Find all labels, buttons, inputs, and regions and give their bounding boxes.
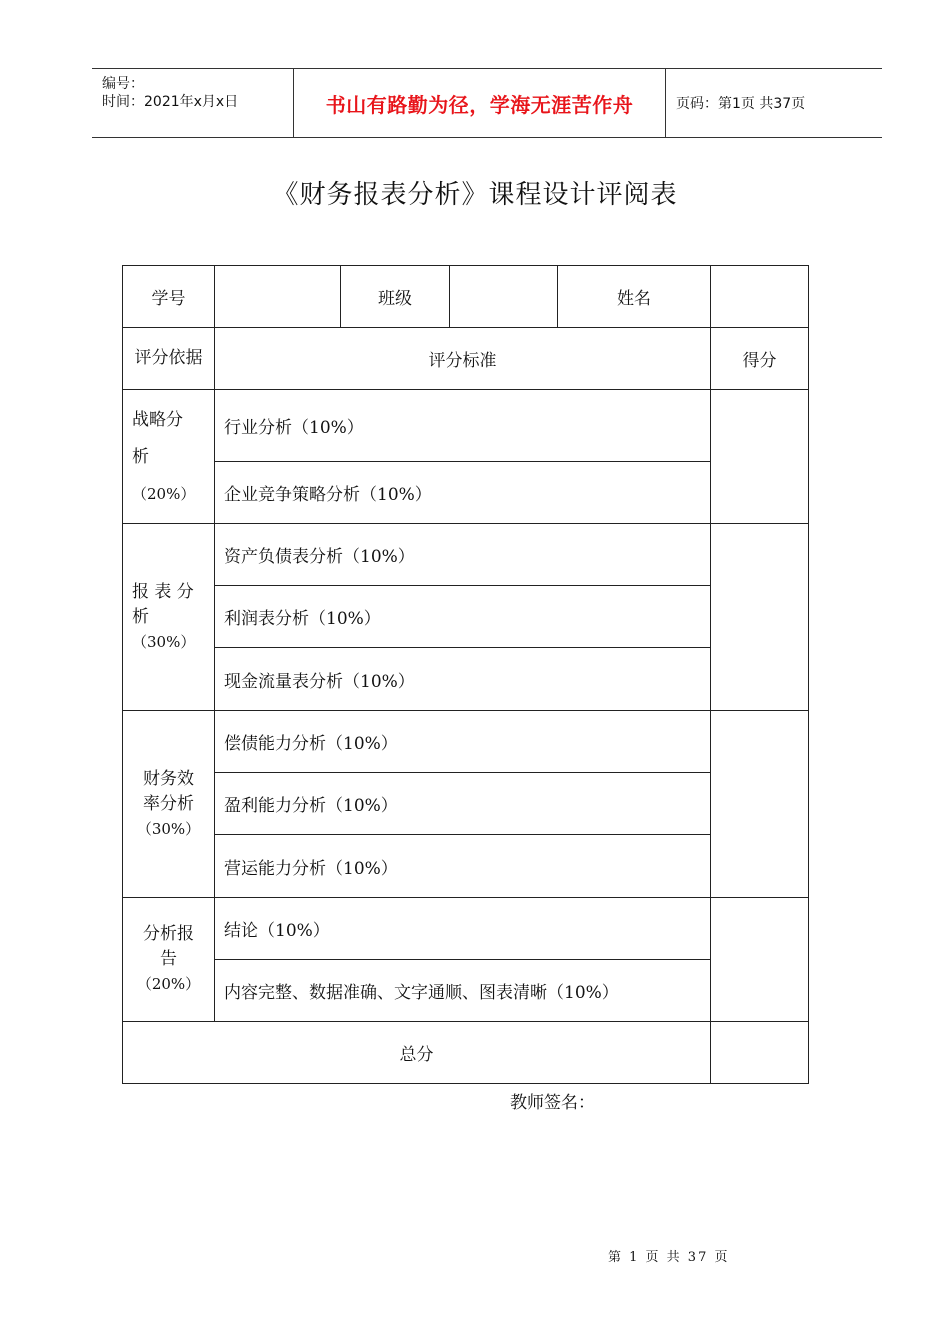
score-header: 得分 (711, 328, 809, 390)
student-id-label: 学号 (123, 266, 215, 328)
table-row (123, 390, 809, 462)
category-weight: （20%） (136, 975, 201, 993)
basis-header-text: 评分依据 (134, 348, 203, 368)
criteria-item: 资产负债表分析（10%） (215, 524, 711, 586)
time-label: 时间：2021年x月x日 (102, 94, 239, 110)
total-score-cell[interactable] (711, 1022, 809, 1084)
table-row (123, 648, 809, 711)
category-name-line1: 分析报 (143, 924, 194, 944)
criteria-item: 利润表分析（10%） (215, 586, 711, 648)
header-motto-cell (293, 69, 666, 137)
criteria-item: 盈利能力分析（10%） (215, 773, 711, 835)
category-name-line1: 财务效 (143, 768, 194, 789)
page-title: 《财务报表分析》课程设计评阅表 (272, 180, 678, 210)
basis-header (123, 328, 215, 390)
criteria-item: 偿债能力分析（10%） (215, 711, 711, 773)
table-row (123, 773, 809, 835)
header-motto: 书山有路勤为径，学海无涯苦作舟 (325, 92, 634, 117)
criteria-item: 内容完整、数据准确、文字通顺、图表清晰（10%） (215, 960, 711, 1022)
student-info-row (123, 266, 809, 328)
page-footer: 第 1 页 共 37 页 (608, 1250, 730, 1265)
category-strategy (123, 390, 215, 524)
document-header (92, 68, 882, 138)
category-name-line2: 析 (132, 447, 149, 467)
category-name-line1: 战略分 (132, 410, 183, 430)
category-weight: （30%） (132, 632, 196, 651)
category-efficiency (123, 711, 215, 898)
score-cell[interactable] (711, 711, 809, 898)
table-row (123, 586, 809, 648)
criteria-item: 结论（10%） (215, 898, 711, 960)
table-row (123, 960, 809, 1022)
criteria-item: 现金流量表分析（10%） (215, 648, 711, 711)
score-cell[interactable] (711, 898, 809, 1022)
total-label: 总分 (123, 1022, 711, 1084)
table-row (123, 462, 809, 524)
table-row (123, 711, 809, 773)
criteria-item: 营运能力分析（10%） (215, 835, 711, 898)
category-name-line1: 报 表 分 (132, 581, 194, 602)
score-cell[interactable] (711, 390, 809, 524)
table-header-row (123, 328, 809, 390)
name-label: 姓名 (558, 266, 711, 328)
criteria-item: 企业竞争策略分析（10%） (215, 462, 711, 524)
category-report (123, 898, 215, 1022)
header-meta (92, 69, 293, 137)
criteria-header: 评分标准 (215, 328, 711, 390)
category-statements (123, 524, 215, 711)
criteria-item: 行业分析（10%） (215, 390, 711, 462)
category-name-line2: 析 (132, 606, 149, 627)
header-page-info: 页码：第1页 共37页 (676, 96, 806, 112)
table-row (123, 524, 809, 586)
class-label: 班级 (341, 266, 450, 328)
student-id-field[interactable] (215, 266, 341, 328)
category-name-line2: 率分析 (143, 793, 194, 814)
evaluation-table (122, 265, 809, 1084)
table-row (123, 898, 809, 960)
class-field[interactable] (450, 266, 558, 328)
category-weight: （30%） (136, 819, 201, 838)
name-field[interactable] (711, 266, 809, 328)
table-row (123, 835, 809, 898)
category-name-line2: 告 (160, 949, 177, 969)
score-cell[interactable] (711, 524, 809, 711)
teacher-signature-label: 教师签名： (510, 1093, 595, 1113)
category-weight: （20%） (132, 485, 196, 503)
total-row (123, 1022, 809, 1084)
number-label: 编号： (102, 76, 144, 92)
